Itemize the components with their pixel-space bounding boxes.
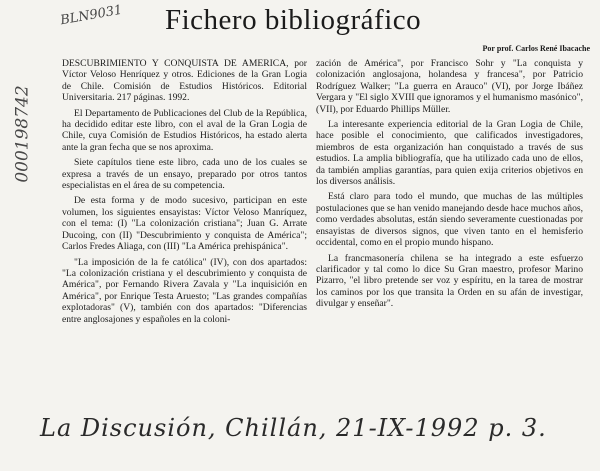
paragraph: La francmasonería chilena se ha integrado a este esfuerzo clarificador y tal como lo dice Su Gran maestro, profesor Marino Pizarro, "el libro pretende ser voz y espíritu, en la tarea de mostrar los caminos por los que transita la Orden en su afán de investigar, divulgar y enseñar". <box>316 252 583 310</box>
paragraph: "La imposición de la fe católica" (IV), con dos apartados: "La colonización cristiana y el descubrimiento y conquista de América", por Fernando Rivera Zavala y "La inquisición en América", por Enrique Testa Aruesto; "Las grandes compañías explotadoras" (V), también con dos apartados: "Diferencias entre anglosajones y españoles en la coloni- <box>62 256 307 325</box>
paragraph: DESCUBRIMIENTO Y CONQUISTA DE AMERICA, por Víctor Veloso Henríquez y otros. Ediciones de la Gran Logia de Chile. Comisión de Estudios Históricos. Editorial Universitaria. 217 páginas. 1992. <box>62 58 307 104</box>
paragraph: La interesante experiencia editorial de la Gran Logia de Chile, hace posible el conocimiento, que calificados investigadores, miembros de esta organización han conquistado a través de sus estudios. La amplia bibliografía, que ha utilizado cada uno de ellos, da también amplias garantías, para quien exija criterios objetivos en los diversos análisis. <box>316 119 583 188</box>
handwritten-margin-number: 000198742 <box>12 85 33 183</box>
page-title: Fichero bibliográfico <box>165 4 422 36</box>
handwritten-source-note: La Discusión, Chillán, 21-IX-1992 p. 3. <box>40 414 547 442</box>
author-byline: Por prof. Carlos René Ibacache <box>482 44 590 53</box>
paragraph: De esta forma y de modo sucesivo, participan en este volumen, los siguientes ensayistas: Víctor Veloso Manríquez, con el tema: (I) "La colonización cristiana"; Juan G. Arrate Ducoing, con (II) "Descubrimiento y conquista de América"; Carlos Fredes Aliaga, con (III) "La América prehispánica". <box>62 195 307 253</box>
left-column <box>62 58 307 329</box>
handwritten-catalog-number: BLN9031 <box>59 2 124 29</box>
paragraph: zación de América", por Francisco Sohr y "La conquista y colonización anglosajona, holandesa y francesa", por Patricio Rodríguez Walker; "La guerra en Arauco" (VI), por Jorge Ibáñez Vergara y "El siglo XVIII que ignoramos y el humanismo masónico", (VII), por Eduardo Phillips Müller. <box>316 58 583 115</box>
paragraph: Siete capítulos tiene este libro, cada uno de los cuales se expresa a través de un ensayo, preparado por otros tantos especialistas en el área de su competencia. <box>62 157 307 192</box>
right-column <box>316 58 583 314</box>
paragraph: El Departamento de Publicaciones del Club de la República, ha decidido editar este libro, con el aval de la Gran Logia de Chile, cuya Comisión de Estudios Históricos, ha estado alerta ante la gran fecha que se nos aproxima. <box>62 107 307 153</box>
paragraph: Está claro para todo el mundo, que muchas de las múltiples postulaciones que se han venido manejando desde hace muchos años, como verdades absolutas, están siendo severamente cuestionadas por ensayistas de diversos signos, que viven tanto en el hemisferio occidental, como en el propio mundo hispano. <box>316 191 583 249</box>
